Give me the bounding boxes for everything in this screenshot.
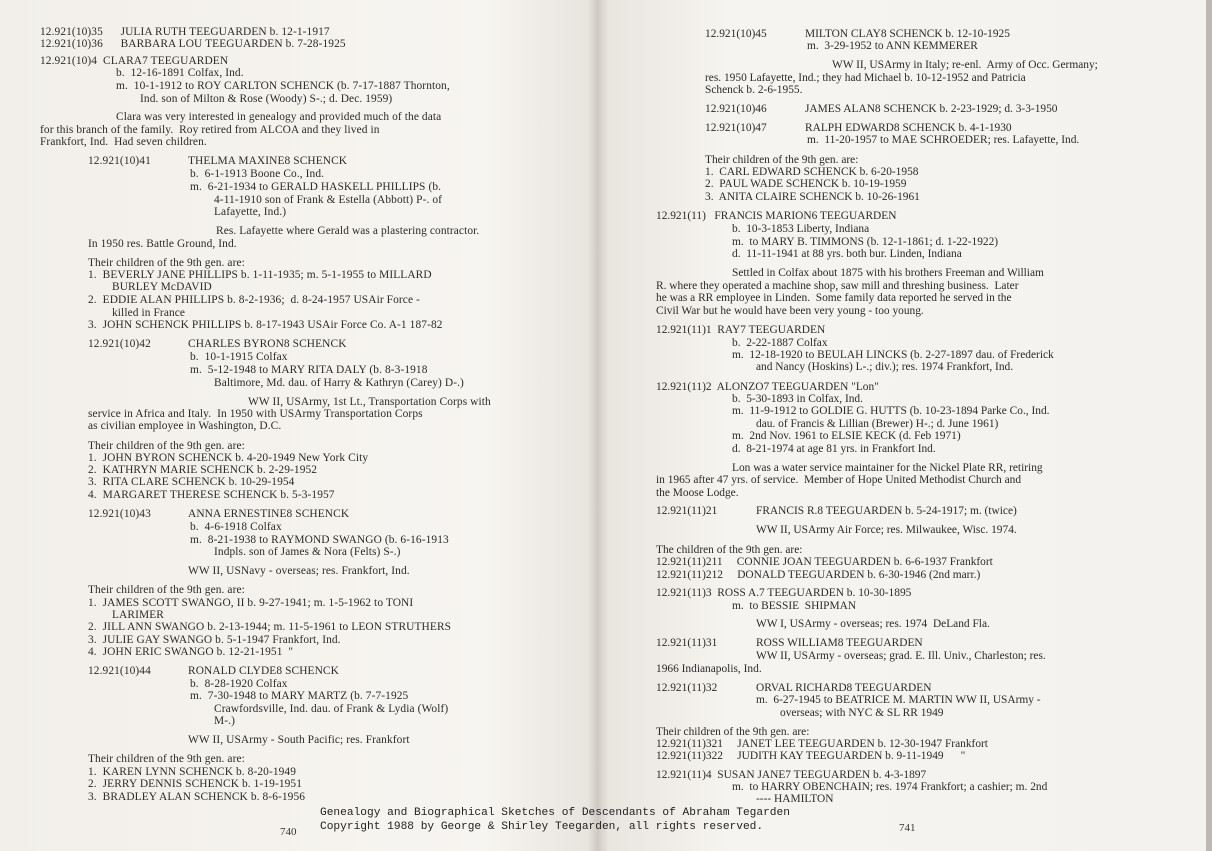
entry-id: 12.921(11)21 <box>656 505 718 517</box>
footer-title: Genealogy and Biographical Sketches of Descendants of Abraham Tegarden <box>320 807 790 819</box>
entry-line: b. 4-6-1918 Colfax <box>190 521 282 533</box>
children-heading: Their children of the 9th gen. are: <box>88 753 245 765</box>
page-number-left: 740 <box>280 826 297 838</box>
page-edge <box>1206 0 1212 851</box>
entry-line: b. 12-16-1891 Colfax, Ind. <box>116 67 244 79</box>
paragraph-line: Frankfort, Ind. Had seven children. <box>40 136 207 148</box>
entry-line: m. 11-20-1957 to MAE SCHROEDER; res. Lafayette, Ind. <box>807 134 1080 146</box>
child-line: 3. BRADLEY ALAN SCHENCK b. 8-6-1956 <box>88 791 306 803</box>
entry-line: 12.921(10)36 BARBARA LOU TEEGUARDEN b. 7-28-1925 <box>40 38 346 50</box>
entry-heading: FRANCIS R.8 TEEGUARDEN b. 5-24-1917; m. (twice) <box>756 505 1017 517</box>
entry-line: m. 7-30-1948 to MARY MARTZ (b. 7-7-1925 <box>190 690 409 702</box>
entry-line: m. 12-18-1920 to BEULAH LINCKS (b. 2-27-1897 dau. of Frederick <box>732 349 1054 361</box>
child-line: 2. EDDIE ALAN PHILLIPS b. 8-2-1936; d. 8-24-1957 USAir Force - <box>88 294 420 306</box>
entry-id: 12.921(10)47 <box>705 122 767 134</box>
paragraph-line: the Moose Lodge. <box>656 487 739 499</box>
child-line: 12.921(11)322 JUDITH KAY TEEGUARDEN b. 9-11-1949 " <box>656 750 966 762</box>
child-line: 3. JULIE GAY SWANGO b. 5-1-1947 Frankfort, Ind. <box>88 634 341 646</box>
entry-heading: ANNA ERNESTINE8 SCHENCK <box>188 508 350 520</box>
paragraph-line: Civil War but he would have been very young - too young. <box>656 305 924 317</box>
entry-line: m. 10-1-1912 to ROY CARLTON SCHENCK (b. 7-17-1887 Thornton, <box>116 80 450 92</box>
entry-heading: 12.921(11)3 ROSS A.7 TEEGUARDEN b. 10-30-1895 <box>656 587 912 599</box>
child-line: 1. JAMES SCOTT SWANGO, II b. 9-27-1941; m. 1-5-1962 to TONI <box>88 597 414 609</box>
child-line: 4. JOHN ERIC SWANGO b. 12-21-1951 " <box>88 646 294 658</box>
child-line: 1. JOHN BYRON SCHENCK b. 4-20-1949 New York City <box>88 452 369 464</box>
child-line: 2. PAUL WADE SCHENCK b. 10-19-1959 <box>705 178 907 190</box>
child-line: 1. BEVERLY JANE PHILLIPS b. 1-11-1935; m. 5-1-1955 to MILLARD <box>88 269 432 281</box>
paragraph-line: res. 1950 Lafayette, Ind.; they had Michael b. 10-12-1952 and Patricia <box>705 72 1026 84</box>
entry-line: Crawfordsville, Ind. dau. of Frank & Lydia (Wolf) <box>214 703 449 715</box>
entry-line: m. 3-29-1952 to ANN KEMMERER <box>807 40 978 52</box>
entry-line: Lafayette, Ind.) <box>214 206 287 218</box>
child-line: 4. MARGARET THERESE SCHENCK b. 5-3-1957 <box>88 489 335 501</box>
page-number-right: 741 <box>899 822 916 834</box>
entry-id: 12.921(11)31 <box>656 637 718 649</box>
entry-line: b. 10-3-1853 Liberty, Indiana <box>732 223 870 235</box>
child-line: 3. ANITA CLAIRE SCHENCK b. 10-26-1961 <box>705 191 920 203</box>
paragraph-line: WW II, USNavy - overseas; res. Frankfort, Ind. <box>188 565 410 577</box>
entry-line: ---- HAMILTON <box>756 793 834 805</box>
entry-line: m. to MARY B. TIMMONS (b. 12-1-1861; d. 1-22-1922) <box>732 236 999 248</box>
entry-id: 12.921(10)46 <box>705 103 767 115</box>
paragraph-line: WW II, USArmy - South Pacific; res. Frankfort <box>188 734 410 746</box>
entry-line: m. 11-9-1912 to GOLDIE G. HUTTS (b. 10-23-1894 Parke Co., Ind. <box>732 405 1050 417</box>
entry-line: 4-11-1910 son of Frank & Estella (Abbott) P-. of <box>214 194 443 206</box>
entry-line: and Nancy (Hoskins) L-.; div.); res. 1974 Frankfort, Ind. <box>756 361 1014 373</box>
paragraph-line: In 1950 res. Battle Ground, Ind. <box>88 238 237 250</box>
entry-heading: 12.921(11)4 SUSAN JANE7 TEEGUARDEN b. 4-3-1897 <box>656 769 927 781</box>
entry-line: Ind. son of Milton & Rose (Woody) S-.; d. Dec. 1959) <box>140 93 393 105</box>
child-line: 12.921(11)211 CONNIE JOAN TEEGUARDEN b. 6-6-1937 Frankfort <box>656 556 993 568</box>
entry-line: d. 11-11-1941 at 88 yrs. both bur. Linden, Indiana <box>732 248 962 260</box>
entry-line: m. to HARRY OBENCHAIN; res. 1974 Frankfort; a cashier; m. 2nd <box>732 781 1048 793</box>
child-line: 1. KAREN LYNN SCHENCK b. 8-20-1949 <box>88 766 297 778</box>
entry-line: m. 6-27-1945 to BEATRICE M. MARTIN WW II, USArmy - <box>756 694 1041 706</box>
paragraph-line: in 1965 after 47 yrs. of service. Member of Hope United Methodist Church and <box>656 474 1022 486</box>
paragraph-line: service in Africa and Italy. In 1950 with USArmy Transportation Corps <box>88 408 423 420</box>
entry-heading: MILTON CLAY8 SCHENCK b. 12-10-1925 <box>805 28 1010 40</box>
entry-line: b. 5-30-1893 in Colfax, Ind. <box>732 393 863 405</box>
entry-line: b. 10-1-1915 Colfax <box>190 351 288 363</box>
children-heading: The children of the 9th gen. are: <box>656 544 803 556</box>
entry-heading: 12.921(11) FRANCIS MARION6 TEEGUARDEN <box>656 210 897 222</box>
entry-line: dau. of Francis & Lillian (Brewer) H-.; d. June 1961) <box>756 418 999 430</box>
paragraph-line: Clara was very interested in genealogy and provided much of the data <box>116 111 442 123</box>
entry-line: overseas; with NYC & SL RR 1949 <box>780 707 944 719</box>
child-line: killed in France <box>112 307 186 319</box>
entry-line: Indpls. son of James & Nora (Felts) S-.) <box>214 546 401 558</box>
paragraph-line: WW II, USArmy Air Force; res. Milwaukee, Wisc. 1974. <box>756 524 1017 536</box>
paragraph-line: WW II, USArmy in Italy; re-enl. Army of Occ. Germany; <box>832 59 1098 71</box>
entry-heading: ROSS WILLIAM8 TEEGUARDEN <box>756 637 923 649</box>
entry-heading: 12.921(10)4 CLARA7 TEEGUARDEN <box>40 55 229 67</box>
footer-copyright: Copyright 1988 by George & Shirley Teegarden, all rights reserved. <box>320 821 764 833</box>
entry-line: m. 6-21-1934 to GERALD HASKELL PHILLIPS (b. <box>190 181 442 193</box>
child-line: 12.921(11)212 DONALD TEEGUARDEN b. 6-30-1946 (2nd marr.) <box>656 569 981 581</box>
paragraph-line: Lon was a water service maintainer for the Nickel Plate RR, retiring <box>732 462 1043 474</box>
entry-heading: ORVAL RICHARD8 TEEGUARDEN <box>756 682 932 694</box>
entry-heading: RONALD CLYDE8 SCHENCK <box>188 665 339 677</box>
paragraph-line: Res. Lafayette where Gerald was a plastering contractor. <box>216 225 480 237</box>
children-heading: Their children of the 9th gen. are: <box>88 257 245 269</box>
paragraph-line: for this branch of the family. Roy retired from ALCOA and they lived in <box>40 124 380 136</box>
entry-heading: JAMES ALAN8 SCHENCK b. 2-23-1929; d. 3-3-1950 <box>805 103 1058 115</box>
children-heading: Their children of the 9th gen. are: <box>88 584 245 596</box>
paragraph-line: WW II, USArmy, 1st Lt., Transportation Corps with <box>248 396 491 408</box>
entry-heading: RALPH EDWARD8 SCHENCK b. 4-1-1930 <box>805 122 1012 134</box>
entry-id: 12.921(10)42 <box>88 338 151 350</box>
paragraph-line: as civilian employee in Washington, D.C. <box>88 420 282 432</box>
entry-line: m. to BESSIE SHIPMAN <box>732 600 857 612</box>
child-line: LARIMER <box>112 609 164 621</box>
entry-line: m. 2nd Nov. 1961 to ELSIE KECK (d. Feb 1971) <box>732 430 961 442</box>
entry-id: 12.921(11)32 <box>656 682 718 694</box>
entry-heading: 12.921(11)2 ALONZO7 TEEGUARDEN "Lon" <box>656 381 879 393</box>
entry-line: Baltimore, Md. dau. of Harry & Kathryn (Carey) D-.) <box>214 377 464 389</box>
paragraph-line: WW II, USArmy - overseas; grad. E. Ill. Univ., Charleston; res. <box>756 650 1046 662</box>
child-line: 2. JERRY DENNIS SCHENCK b. 1-19-1951 <box>88 778 303 790</box>
paragraph-line: Settled in Colfax about 1875 with his brothers Freeman and William <box>732 267 1044 279</box>
right-page <box>602 0 1212 851</box>
paragraph-line: 1966 Indianapolis, Ind. <box>656 663 762 675</box>
children-heading: Their children of the 9th gen. are: <box>705 154 859 166</box>
paragraph-line: he was a RR employee in Linden. Some family data reported he served in the <box>656 292 1012 304</box>
child-line: 2. KATHRYN MARIE SCHENCK b. 2-29-1952 <box>88 464 318 476</box>
child-line: 2. JILL ANN SWANGO b. 2-13-1944; m. 11-5-1961 to LEON STRUTHERS <box>88 621 452 633</box>
entry-line: b. 2-22-1887 Colfax <box>732 337 828 349</box>
children-heading: Their children of the 9th gen. are: <box>88 440 245 452</box>
child-line: 1. CARL EDWARD SCHENCK b. 6-20-1958 <box>705 166 919 178</box>
entry-id: 12.921(10)44 <box>88 665 151 677</box>
child-line: BURLEY McDAVID <box>112 281 212 293</box>
children-heading: Their children of the 9th gen. are: <box>656 726 810 738</box>
entry-id: 12.921(10)45 <box>705 28 767 40</box>
entry-id: 12.921(10)43 <box>88 508 151 520</box>
paragraph-line: Schenck b. 2-6-1955. <box>705 84 803 96</box>
paragraph-line: WW I, USArmy - overseas; res. 1974 DeLand Fla. <box>756 618 990 630</box>
entry-line: m. 8-21-1938 to RAYMOND SWANGO (b. 6-16-1913 <box>190 534 449 546</box>
entry-line: m. 5-12-1948 to MARY RITA DALY (b. 8-3-1918 <box>190 364 428 376</box>
child-line: 3. RITA CLARE SCHENCK b. 10-29-1954 <box>88 476 295 488</box>
entry-line: 12.921(10)35 JULIA RUTH TEEGUARDEN b. 12-1-1917 <box>40 26 330 38</box>
paragraph-line: R. where they operated a machine shop, saw mill and threshing business. Later <box>656 280 1019 292</box>
child-line: 3. JOHN SCHENCK PHILLIPS b. 8-17-1943 USAir Force Co. A-1 187-82 <box>88 319 443 331</box>
entry-line: d. 8-21-1974 at age 81 yrs. in Frankfort Ind. <box>732 443 936 455</box>
entry-heading: CHARLES BYRON8 SCHENCK <box>188 338 347 350</box>
entry-line: b. 8-28-1920 Colfax <box>190 678 288 690</box>
entry-heading: 12.921(11)1 RAY7 TEEGUARDEN <box>656 324 826 336</box>
entry-line: b. 6-1-1913 Boone Co., Ind. <box>190 168 325 180</box>
entry-line: M-.) <box>214 715 235 727</box>
entry-heading: THELMA MAXINE8 SCHENCK <box>188 155 348 167</box>
entry-id: 12.921(10)41 <box>88 155 151 167</box>
child-line: 12.921(11)321 JANET LEE TEEGUARDEN b. 12-30-1947 Frankfort <box>656 738 988 750</box>
left-page <box>0 0 600 851</box>
